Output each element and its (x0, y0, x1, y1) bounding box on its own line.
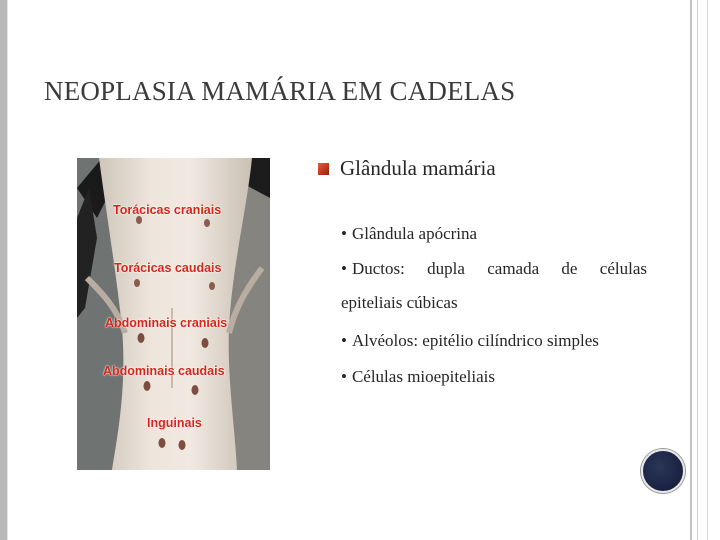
label-inguinal: Inguinais (147, 416, 202, 430)
bullet-item (341, 224, 647, 244)
bullet-dot-icon: • (341, 367, 347, 386)
bullet-dot-icon: • (341, 224, 347, 243)
label-thoracic-caudal: Torácicas caudais (114, 261, 222, 275)
heading-text: Glândula mamária (340, 156, 496, 180)
bullet-item (341, 259, 647, 279)
label-abdominal-cranial: Abdominais craniais (105, 316, 228, 330)
label-thoracic-cranial: Torácicas craniais (113, 203, 222, 217)
right-border-line (690, 0, 692, 540)
slide-title: NEOPLASIA MAMÁRIA EM CADELAS (44, 76, 516, 106)
bullet-text: Alvéolos: epitélio cilíndrico simples (351, 331, 599, 350)
slide-nav-circle[interactable] (641, 449, 685, 493)
label-abdominal-caudal: Abdominais caudais (103, 364, 225, 378)
bullet-text: Glândula apócrina (351, 224, 478, 243)
bullet-continuation: epiteliais cúbicas (341, 293, 458, 312)
square-bullet-icon (318, 163, 329, 175)
mammary-gland-photo (77, 158, 270, 470)
bullet-text: Células mioepiteliais (351, 367, 496, 386)
left-border-line (7, 0, 8, 540)
left-border (0, 0, 7, 540)
bullet-item (341, 367, 647, 387)
right-border-line (697, 0, 698, 540)
bullet-dot-icon: • (341, 259, 347, 278)
right-border-line (707, 0, 708, 540)
bullet-text: Ductos: dupla camada de células (351, 259, 647, 278)
bullet-dot-icon: • (341, 331, 347, 350)
bullet-item (341, 331, 647, 351)
